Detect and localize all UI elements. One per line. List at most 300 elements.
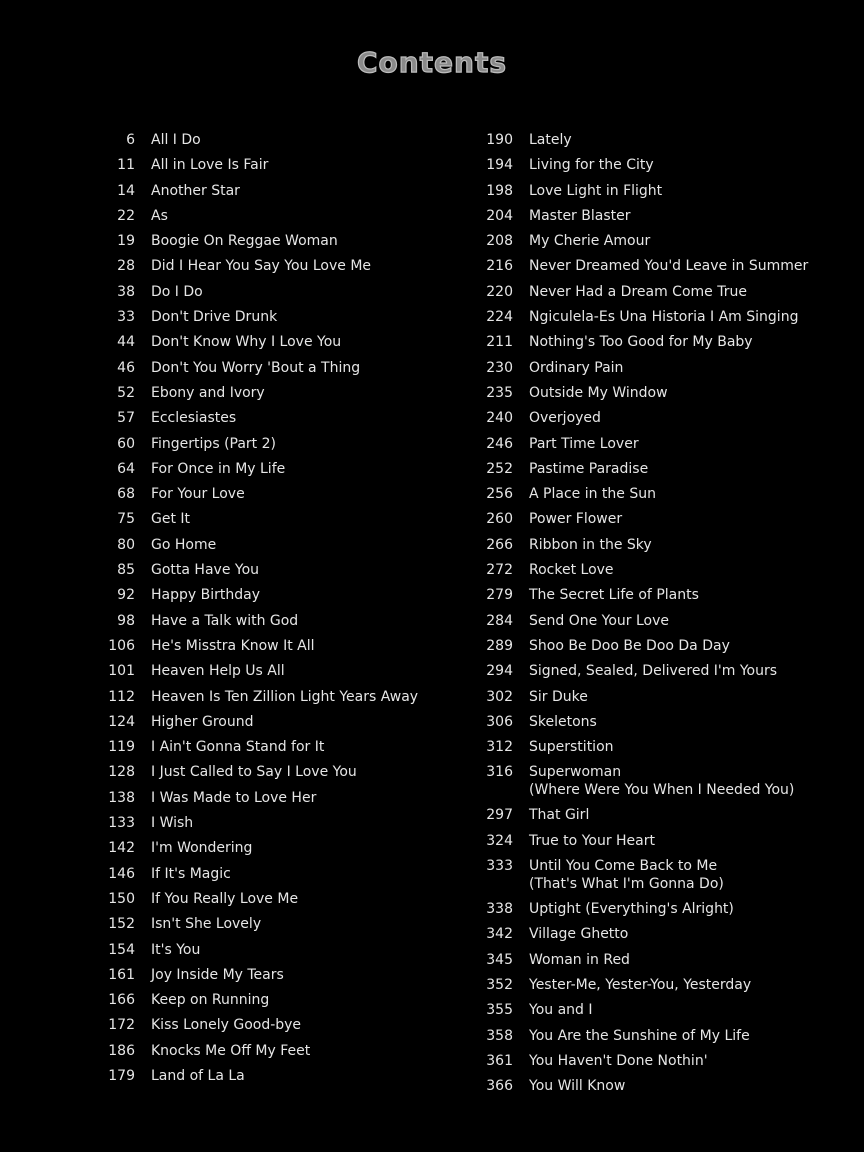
entry-title: For Once in My Life (151, 460, 286, 477)
contents-entry (440, 257, 864, 282)
contents-entry (440, 951, 864, 976)
entry-page-number: 98 (117, 612, 135, 629)
contents-entry (0, 207, 440, 232)
entry-title: Knocks Me Off My Feet (151, 1042, 311, 1059)
entry-title-block (135, 561, 259, 579)
contents-entry (440, 763, 864, 806)
contents-entry (440, 384, 864, 409)
entry-title: True to Your Heart (529, 832, 655, 849)
contents-entry (440, 409, 864, 434)
entry-title: Uptight (Everything's Alright) (529, 901, 734, 918)
entry-page-number: 358 (486, 1027, 513, 1044)
entry-title-block (513, 232, 650, 250)
contents-entry (440, 832, 864, 857)
entry-page-number: 64 (117, 460, 135, 477)
entry-title-block (513, 586, 699, 604)
entry-title: Power Flower (529, 511, 623, 528)
contents-entry (440, 536, 864, 561)
entry-title: Send One Your Love (529, 612, 670, 629)
entry-title: Land of La La (151, 1067, 245, 1084)
entry-title: Sir Duke (529, 688, 588, 705)
entry-title-block (513, 131, 572, 149)
entry-page-number: 28 (117, 258, 135, 275)
entry-title-block (513, 359, 623, 377)
entry-title: I Ain't Gonna Stand for It (151, 739, 325, 756)
contents-entry (0, 662, 440, 687)
entry-title-block (135, 637, 315, 655)
entry-title: All in Love Is Fair (151, 157, 269, 174)
entry-page-number: 216 (486, 258, 513, 275)
entry-title-block (513, 832, 655, 850)
contents-entry (0, 182, 440, 207)
contents-entry (0, 561, 440, 586)
contents-entry (0, 738, 440, 763)
entry-page-number: 224 (486, 309, 513, 326)
contents-entry (0, 612, 440, 637)
entry-page-number: 204 (486, 207, 513, 224)
contents-entry (440, 713, 864, 738)
entry-page-number: 142 (108, 840, 135, 857)
entry-title-block (135, 156, 268, 174)
contents-entry (440, 738, 864, 763)
entry-title: If You Really Love Me (151, 890, 299, 907)
entry-page-number: 46 (117, 359, 135, 376)
contents-entry (440, 232, 864, 257)
entry-title-block (513, 763, 794, 799)
entry-page-number: 128 (108, 764, 135, 781)
entry-page-number: 342 (486, 926, 513, 943)
contents-entry (440, 359, 864, 384)
entry-title: Ordinary Pain (529, 359, 624, 376)
entry-title: Did I Hear You Say You Love Me (151, 258, 372, 275)
entry-page-number: 101 (108, 663, 135, 680)
contents-entry (440, 182, 864, 207)
entry-page-number: 80 (117, 536, 135, 553)
entry-title: I Was Made to Love Her (151, 789, 317, 806)
contents-entry (440, 460, 864, 485)
entry-title-block (513, 1001, 593, 1019)
contents-entry (0, 409, 440, 434)
contents-entry (440, 1052, 864, 1077)
entry-title: As (151, 207, 168, 224)
entry-page-number: 361 (486, 1052, 513, 1069)
entry-title-block (135, 384, 265, 402)
contents-entry (440, 1027, 864, 1052)
entry-title-block (135, 283, 203, 301)
contents-entry (440, 561, 864, 586)
entry-title-block (513, 925, 628, 943)
entry-title: Go Home (151, 536, 217, 553)
entry-page-number: 133 (108, 815, 135, 832)
contents-entry (0, 257, 440, 282)
contents-entry (440, 131, 864, 156)
entry-title-block (513, 612, 669, 630)
entry-title: I Just Called to Say I Love You (151, 764, 357, 781)
entry-page-number: 11 (117, 157, 135, 174)
entry-page-number: 138 (108, 789, 135, 806)
entry-page-number: 75 (117, 511, 135, 528)
contents-entry (0, 1042, 440, 1067)
entry-title-block (513, 536, 652, 554)
contents-entry (0, 510, 440, 535)
entry-title: Ebony and Ivory (151, 384, 265, 401)
entry-page-number: 366 (486, 1078, 513, 1095)
entry-page-number: 279 (486, 587, 513, 604)
contents-entry (440, 900, 864, 925)
entry-title-block (135, 485, 245, 503)
entry-page-number: 294 (486, 663, 513, 680)
contents-entry (0, 789, 440, 814)
entry-title-block (135, 941, 200, 959)
contents-entry (440, 662, 864, 687)
contents-entry (440, 283, 864, 308)
contents-column-right (440, 131, 864, 1102)
entry-title-block (513, 257, 808, 275)
entry-title: All I Do (151, 132, 201, 148)
entry-title: Lately (529, 132, 572, 148)
entry-title: Master Blaster (529, 207, 631, 224)
entry-page-number: 166 (108, 992, 135, 1009)
entry-title: For Your Love (151, 486, 245, 503)
entry-title-block (135, 333, 341, 351)
entry-title: Get It (151, 511, 191, 528)
contents-entry (0, 966, 440, 991)
entry-page-number: 161 (108, 966, 135, 983)
contents-entry (0, 688, 440, 713)
entry-page-number: 92 (117, 587, 135, 604)
entry-page-number: 312 (486, 739, 513, 756)
entry-title-block (135, 182, 240, 200)
entry-page-number: 6 (126, 132, 135, 148)
entry-title-block (135, 409, 236, 427)
entry-title-block (135, 460, 285, 478)
entry-title-block (135, 966, 284, 984)
entry-title: I Wish (151, 815, 194, 832)
contents-entry (0, 156, 440, 181)
contents-entry (440, 688, 864, 713)
entry-page-number: 198 (486, 182, 513, 199)
contents-entry (440, 1077, 864, 1102)
contents-entry (0, 839, 440, 864)
entry-title: You Haven't Done Nothin' (529, 1052, 708, 1069)
contents-entry (440, 156, 864, 181)
contents-entry (0, 485, 440, 510)
entry-page-number: 246 (486, 435, 513, 452)
contents-entry (0, 131, 440, 156)
entry-title: Rocket Love (529, 562, 614, 579)
entry-title-block (513, 976, 751, 994)
entry-page-number: 44 (117, 334, 135, 351)
entry-title-block (135, 612, 298, 630)
contents-column-left (0, 131, 440, 1092)
entry-page-number: 235 (486, 384, 513, 401)
entry-title: Living for the City (529, 157, 654, 174)
entry-page-number: 345 (486, 951, 513, 968)
entry-title-block (513, 857, 724, 893)
entry-page-number: 352 (486, 976, 513, 993)
entry-title-block (135, 890, 298, 908)
entry-title: It's You (151, 941, 201, 958)
entry-title-block (135, 1016, 301, 1034)
contents-entry (0, 941, 440, 966)
entry-page-number: 52 (117, 384, 135, 401)
entry-title-block (135, 359, 360, 377)
entry-title: Ngiculela-Es Una Historia I Am Singing (529, 309, 799, 326)
entry-title: Happy Birthday (151, 587, 260, 604)
entry-page-number: 85 (117, 562, 135, 579)
entry-title: Love Light in Flight (529, 182, 663, 199)
entry-title: Don't Drive Drunk (151, 309, 278, 326)
entry-page-number: 266 (486, 536, 513, 553)
contents-entry (0, 232, 440, 257)
entry-page-number: 306 (486, 713, 513, 730)
entry-title: Kiss Lonely Good-bye (151, 1017, 302, 1034)
entry-title-block (135, 510, 190, 528)
contents-entry (0, 435, 440, 460)
entry-page-number: 190 (486, 132, 513, 148)
entry-title: You Are the Sunshine of My Life (529, 1027, 750, 1044)
entry-page-number: 179 (108, 1067, 135, 1084)
contents-entry (0, 359, 440, 384)
contents-entry (440, 806, 864, 831)
entry-page-number: 240 (486, 410, 513, 427)
contents-entry (0, 384, 440, 409)
entry-title-block (135, 865, 231, 883)
entry-title: You Will Know (529, 1078, 626, 1095)
entry-title-block (135, 308, 277, 326)
entry-page-number: 152 (108, 916, 135, 933)
entry-title: Heaven Is Ten Zillion Light Years Away (151, 688, 419, 705)
entry-page-number: 186 (108, 1042, 135, 1059)
entry-page-number: 208 (486, 233, 513, 250)
contents-entry (0, 814, 440, 839)
entry-page-number: 316 (486, 764, 513, 781)
entry-title-block (513, 384, 668, 402)
entry-title: Woman in Red (529, 951, 630, 968)
entry-title-block (135, 839, 252, 857)
entry-page-number: 302 (486, 688, 513, 705)
entry-title: Yester-Me, Yester-You, Yesterday (529, 976, 752, 993)
contents-entry (440, 308, 864, 333)
entry-title-block (513, 900, 734, 918)
entry-title: Another Star (151, 182, 240, 199)
contents-entry (0, 308, 440, 333)
entry-title: Heaven Help Us All (151, 663, 285, 680)
contents-entry (440, 207, 864, 232)
entry-page-number: 124 (108, 713, 135, 730)
entry-title: Village Ghetto (529, 926, 629, 943)
entry-title-block (135, 435, 276, 453)
contents-entry (0, 991, 440, 1016)
contents-entry (440, 485, 864, 510)
entry-title: That Girl (529, 807, 590, 824)
contents-entry (0, 460, 440, 485)
entry-page-number: 68 (117, 486, 135, 503)
entry-title-block (135, 662, 285, 680)
entry-page-number: 19 (117, 233, 135, 250)
entry-title: Do I Do (151, 283, 203, 300)
entry-title-block (513, 806, 589, 824)
entry-title: The Secret Life of Plants (529, 587, 699, 604)
contents-entry (0, 915, 440, 940)
entry-title-block (513, 713, 597, 731)
entry-page-number: 256 (486, 486, 513, 503)
entry-page-number: 220 (486, 283, 513, 300)
entry-page-number: 154 (108, 941, 135, 958)
entry-title-block (513, 435, 639, 453)
entry-page-number: 14 (117, 182, 135, 199)
entry-title: My Cherie Amour (529, 233, 651, 250)
entry-title: Joy Inside My Tears (151, 966, 284, 983)
entry-page-number: 324 (486, 832, 513, 849)
contents-entry (0, 1016, 440, 1041)
entry-page-number: 230 (486, 359, 513, 376)
entry-title-block (513, 409, 601, 427)
entry-title-block (135, 713, 254, 731)
entry-page-number: 150 (108, 890, 135, 907)
contents-entry (0, 637, 440, 662)
entry-page-number: 106 (108, 637, 135, 654)
entry-title-block (135, 257, 371, 275)
entry-title: Don't You Worry 'Bout a Thing (151, 359, 361, 376)
entry-title: He's Misstra Know It All (151, 637, 315, 654)
entry-title: Ecclesiastes (151, 410, 237, 427)
contents-entry (0, 283, 440, 308)
entry-page-number: 289 (486, 637, 513, 654)
contents-entry (440, 586, 864, 611)
contents-entry (0, 586, 440, 611)
entry-title-block (135, 232, 338, 250)
entry-page-number: 60 (117, 435, 135, 452)
entry-title-block (513, 207, 631, 225)
entry-page-number: 338 (486, 901, 513, 918)
entry-title-continuation: (Where Were You When I Needed You) (529, 782, 795, 799)
entry-title-block (513, 333, 753, 351)
entry-page-number: 355 (486, 1002, 513, 1019)
entry-title-block (513, 561, 614, 579)
contents-entry (0, 763, 440, 788)
contents-entry (0, 865, 440, 890)
entry-title-block (135, 536, 216, 554)
entry-title-block (513, 662, 777, 680)
entry-page-number: 297 (486, 807, 513, 824)
contents-entry (0, 890, 440, 915)
entry-title: Never Had a Dream Come True (529, 283, 747, 300)
entry-title: Part Time Lover (529, 435, 639, 452)
entry-page-number: 194 (486, 157, 513, 174)
contents-entry (440, 333, 864, 358)
entry-title: If It's Magic (151, 865, 231, 882)
entry-title-block (135, 207, 168, 225)
entry-title: Outside My Window (529, 384, 668, 401)
page-title: Contents (356, 46, 508, 79)
contents-entry (0, 1067, 440, 1092)
entry-title: You and I (529, 1002, 593, 1019)
entry-title: Skeletons (529, 713, 597, 730)
entry-page-number: 252 (486, 460, 513, 477)
contents-entry (440, 1001, 864, 1026)
entry-title-block (135, 763, 357, 781)
entry-title: Keep on Running (151, 992, 270, 1009)
entry-title: Shoo Be Doo Be Doo Da Day (529, 637, 730, 654)
contents-entry (440, 612, 864, 637)
entry-title: Have a Talk with God (151, 612, 299, 629)
entry-title: Don't Know Why I Love You (151, 334, 342, 351)
entry-title-block (513, 510, 622, 528)
contents-entry (440, 435, 864, 460)
entry-page-number: 211 (486, 334, 513, 351)
entry-title: Fingertips (Part 2) (151, 435, 276, 452)
entry-title: Ribbon in the Sky (529, 536, 652, 553)
entry-title-block (513, 688, 588, 706)
entry-title-block (513, 485, 656, 503)
entry-page-number: 260 (486, 511, 513, 528)
entry-title-block (513, 460, 648, 478)
entry-title-block (135, 1067, 245, 1085)
entry-title-continuation: (That's What I'm Gonna Do) (529, 876, 724, 893)
contents-entry (0, 333, 440, 358)
entry-page-number: 33 (117, 309, 135, 326)
entry-title-block (513, 1052, 708, 1070)
entry-title-block (135, 814, 193, 832)
entry-title: Isn't She Lovely (151, 916, 262, 933)
entry-page-number: 146 (108, 865, 135, 882)
entry-title-block (513, 1027, 750, 1045)
entry-title-block (513, 283, 747, 301)
contents-entry (440, 925, 864, 950)
entry-title-block (135, 789, 316, 807)
entry-title-block (135, 688, 418, 706)
entry-title-block (135, 586, 260, 604)
entry-page-number: 284 (486, 612, 513, 629)
contents-entry (0, 713, 440, 738)
contents-entry (0, 536, 440, 561)
contents-entry (440, 637, 864, 662)
entry-title: Superstition (529, 739, 614, 756)
entry-title-block (135, 738, 324, 756)
entry-title: Pastime Paradise (529, 460, 649, 477)
entry-page-number: 333 (486, 858, 513, 875)
entry-title: Boogie On Reggae Woman (151, 233, 338, 250)
entry-title-block (513, 1077, 625, 1095)
entry-title-block (513, 951, 630, 969)
entry-title-block (135, 131, 201, 149)
entry-title-block (513, 738, 614, 756)
entry-title: Signed, Sealed, Delivered I'm Yours (529, 663, 778, 680)
entry-title-block (513, 637, 730, 655)
entry-title: Never Dreamed You'd Leave in Summer (529, 258, 809, 275)
entry-title: Nothing's Too Good for My Baby (529, 334, 753, 351)
entry-page-number: 272 (486, 562, 513, 579)
entry-page-number: 172 (108, 1017, 135, 1034)
entry-page-number: 57 (117, 410, 135, 427)
entry-title: Overjoyed (529, 410, 601, 427)
entry-title-block (513, 308, 798, 326)
entry-page-number: 38 (117, 283, 135, 300)
entry-title: I'm Wondering (151, 840, 253, 857)
entry-title-block (513, 156, 654, 174)
entry-title: A Place in the Sun (529, 486, 656, 503)
entry-title: Higher Ground (151, 713, 254, 730)
entry-title-block (513, 182, 662, 200)
contents-entry (440, 976, 864, 1001)
entry-page-number: 119 (108, 739, 135, 756)
entry-title: Superwoman (529, 764, 622, 781)
entry-title-block (135, 915, 261, 933)
entry-title-block (135, 991, 269, 1009)
entry-page-number: 22 (117, 207, 135, 224)
entry-title-block (135, 1042, 310, 1060)
